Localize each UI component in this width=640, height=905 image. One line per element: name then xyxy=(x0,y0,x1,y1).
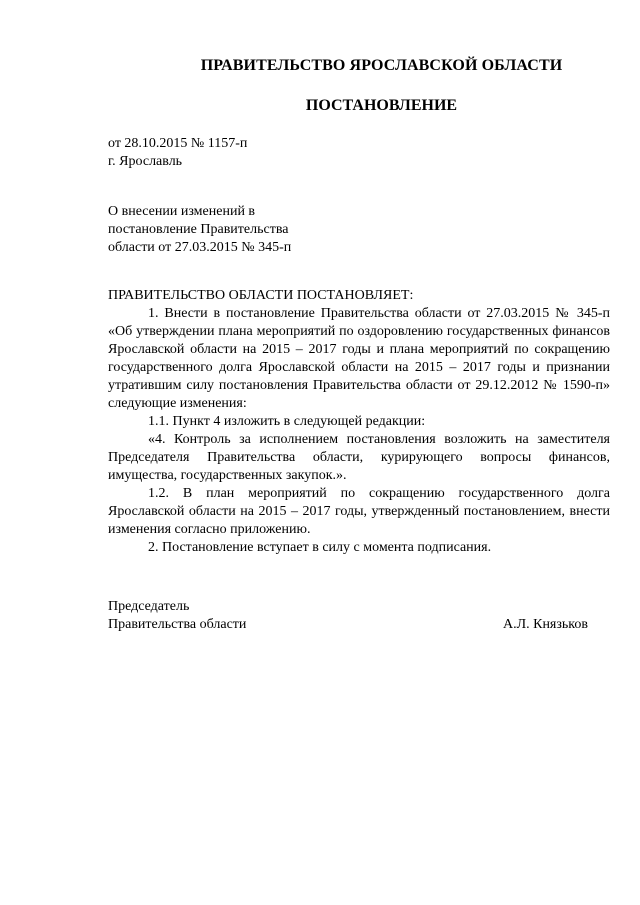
paragraph-item-1: 1. Внести в постановление Правительства области от 27.03.2015 № 345-п «Об утверждении плана мероприятий по оздоровлению государственных финансов Ярославской области на 2015 – 2017 годы и плана мероприятий по сокращению государственного долга Ярославской области на 2015 – 2017 годы и признании утратившим силу постановления Правительства области от 29.12.2012 № 1590-п» следующие изменения: xyxy=(108,306,610,411)
document-body xyxy=(108,287,610,557)
signer-position-line-2: Правительства области xyxy=(108,617,247,632)
subject-line: О внесении изменений в xyxy=(108,204,256,219)
document-type-title: ПОСТАНОВЛЕНИЕ xyxy=(305,97,458,114)
paragraph-item-2: 2. Постановление вступает в силу с момента подписания. xyxy=(148,540,492,555)
signer-position-line-1: Председатель xyxy=(108,599,190,614)
subject-line: области от 27.03.2015 № 345-п xyxy=(108,240,292,255)
paragraph-item-1-1-quote: «4. Контроль за исполнением постановления возложить на заместителя Председателя Правительства области, курирующего вопросы финансов, имущества, государственных закупок.». xyxy=(108,432,610,483)
document-city: г. Ярославль xyxy=(108,154,183,169)
subject-line: постановление Правительства xyxy=(108,222,289,237)
document-subject xyxy=(108,203,291,257)
signature-row xyxy=(108,616,588,634)
document-meta xyxy=(108,135,247,171)
paragraph-item-1-2: 1.2. В план мероприятий по сокращению государственного долга Ярославской области на 2015 – 2017 годы, утвержденный постановлением, внести изменения согласно приложению. xyxy=(108,486,610,537)
signature-block xyxy=(108,598,588,634)
signer-name: А.Л. Князьков xyxy=(503,617,588,632)
organization-title: ПРАВИТЕЛЬСТВО ЯРОСЛАВСКОЙ ОБЛАСТИ xyxy=(200,57,563,74)
document-date-number: от 28.10.2015 № 1157-п xyxy=(108,136,248,151)
paragraph-item-1-1: 1.1. Пункт 4 изложить в следующей редакции: xyxy=(148,414,426,429)
decree-statement: ПРАВИТЕЛЬСТВО ОБЛАСТИ ПОСТАНОВЛЯЕТ: xyxy=(108,288,414,303)
